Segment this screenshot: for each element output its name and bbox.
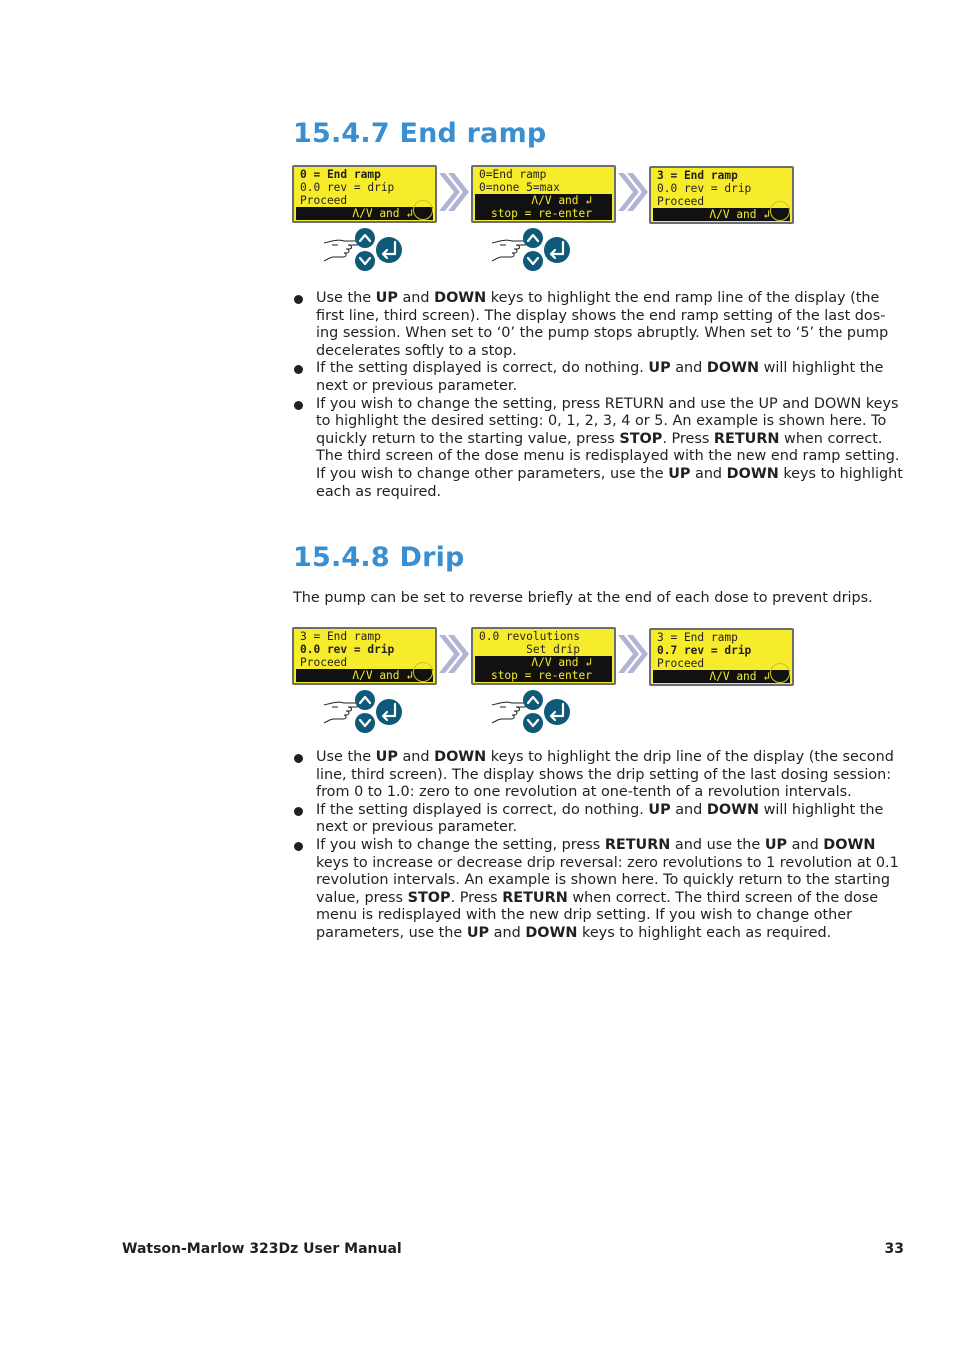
end-ramp-instructions	[293, 290, 905, 501]
key-name: UP	[648, 801, 671, 818]
bullet-item	[293, 360, 905, 395]
footer-manual-title: Watson-Marlow 323Dz User Manual	[122, 1241, 402, 1257]
bullet-dot-icon	[294, 295, 303, 304]
keypad-diagram	[322, 689, 412, 737]
key-name: UP	[648, 360, 671, 377]
keypad-diagram	[322, 227, 412, 275]
key-name: RETURN	[604, 836, 671, 853]
pointing-hand-icon	[324, 240, 358, 261]
return-icon	[376, 699, 402, 725]
key-name: DOWN	[823, 836, 876, 853]
lcd-line: 0=none 5=max	[479, 181, 560, 194]
cursor-circle-icon	[770, 201, 790, 221]
bullet-text: keys to highlight each as required.	[316, 465, 903, 500]
bullet-text: and	[670, 801, 707, 818]
pointing-hand-icon	[492, 702, 526, 723]
bullet-text: If you wish to change the setting, press RETURN and use the UP and DOWN keys to highlight the desired setting: 0, 1, 2, 3, 4 or 5. An example is shown here. To quickly return to the starting value, press	[316, 395, 899, 447]
lcd-line: 0.0 revolutions	[479, 630, 581, 643]
double-arrow-icon	[618, 170, 648, 214]
key-name: DOWN	[434, 749, 487, 765]
lcd-line: stop = re-enter	[475, 207, 612, 220]
bullet-text: and	[397, 290, 435, 306]
bullet-text: . Press	[450, 889, 503, 906]
key-name: DOWN	[434, 290, 487, 306]
key-name: DOWN	[706, 360, 759, 377]
key-name: DOWN	[525, 924, 578, 941]
bullet-text: If the setting displayed is correct, do nothing.	[316, 360, 649, 377]
key-name: UP	[375, 749, 398, 765]
return-icon	[544, 237, 570, 263]
chevron-down-icon	[523, 251, 543, 271]
lcd-line: 0=End ramp	[479, 168, 547, 181]
bullet-text: and	[670, 360, 707, 377]
key-name: DOWN	[726, 465, 779, 482]
key-name: DOWN	[706, 801, 759, 818]
drip-instructions	[293, 749, 905, 943]
section-heading-end-ramp: 15.4.7 End ramp	[293, 118, 547, 149]
bullet-text: keys to highlight the end ramp line of the display (the first line, third screen). The display shows the end ramp setting of the last dos-ing session. When set to ‘0’ the pump stops abruptly. When set to ‘5’ the pump decelerates softly to a stop.	[316, 290, 889, 359]
lcd-line: Set drip	[479, 643, 581, 656]
bullet-dot-icon	[294, 401, 303, 410]
lcd-line: Λ/V and ↲	[653, 208, 790, 221]
drip-display-sequence	[292, 627, 812, 742]
lcd-line: Λ/V and ↲	[653, 670, 790, 683]
lcd-line: Λ/V and ↲	[475, 656, 612, 669]
chevron-up-icon	[355, 690, 375, 710]
key-name: UP	[375, 290, 398, 306]
lcd-screen-3	[649, 166, 794, 224]
bullet-text: keys to highlight each as required.	[577, 924, 832, 941]
lcd-line: 0.0 rev = drip	[300, 181, 395, 194]
lcd-line: Proceed	[657, 195, 705, 208]
bullet-item	[293, 802, 905, 837]
lcd-screen-2	[471, 165, 616, 223]
return-icon	[376, 237, 402, 263]
lcd-screen-1	[292, 165, 437, 223]
bullet-text: and	[489, 924, 526, 941]
chevron-down-icon	[523, 713, 543, 733]
bullet-text: Use the	[316, 290, 376, 306]
lcd-line: Λ/V and ↲	[296, 669, 433, 682]
key-name: UP	[764, 836, 788, 853]
lcd-screen-1	[292, 627, 437, 685]
bullet-item	[293, 837, 905, 943]
bullet-item	[293, 749, 905, 802]
bullet-text: keys to increase or decrease drip reversal: zero revolutions to 1 revolution at 0.1 revolution intervals. An example is shown here. To quickly return to the starting value, press	[316, 854, 899, 906]
lcd-line: Proceed	[300, 656, 348, 669]
key-name: STOP	[407, 889, 451, 906]
lcd-line: Λ/V and ↲	[296, 207, 433, 220]
lcd-line: 0.0 rev = drip	[657, 182, 752, 195]
bullet-dot-icon	[294, 842, 303, 851]
lcd-line: stop = re-enter	[475, 669, 612, 682]
bullet-text: If the setting displayed is correct, do nothing.	[316, 801, 649, 818]
lcd-screen-3	[649, 628, 794, 686]
chevron-up-icon	[523, 228, 543, 248]
lcd-line: Λ/V and ↲	[475, 194, 612, 207]
bullet-text: when correct. The third screen of the dose menu is redisplayed with the new end ramp setting. If you wish to change other parameters, use the	[316, 430, 900, 482]
keypad-diagram	[490, 227, 580, 275]
bullet-dot-icon	[294, 365, 303, 374]
drip-intro-paragraph: The pump can be set to reverse briefly at the end of each dose to prevent drips.	[293, 590, 873, 606]
double-arrow-icon	[618, 632, 648, 676]
chevron-down-icon	[355, 713, 375, 733]
chevron-up-icon	[355, 228, 375, 248]
bullet-text: keys to highlight the drip line of the display (the second line, third screen). The display shows the drip setting of the last dosing session: from 0 to 1.0: zero to one revolution at one-tenth of a revolution intervals.	[316, 749, 894, 801]
bullet-list	[293, 290, 905, 501]
keypad-diagram	[490, 689, 580, 737]
bullet-dot-icon	[294, 754, 303, 763]
bullet-text: and	[397, 749, 435, 765]
pointing-hand-icon	[492, 240, 526, 261]
key-name: UP	[466, 924, 490, 941]
bullet-text: and	[787, 836, 824, 853]
bullet-text: . Press	[662, 430, 714, 447]
lcd-line: Proceed	[300, 194, 348, 207]
double-arrow-icon	[439, 632, 469, 676]
bullet-item	[293, 290, 905, 360]
bullet-list	[293, 749, 905, 943]
bullet-text: when correct. The third screen of the dose menu is redisplayed with the new drip setting. If you wish to change other parameters, use the	[316, 889, 879, 941]
lcd-line: 3 = End ramp	[657, 631, 738, 644]
bullet-item	[293, 396, 905, 502]
chevron-up-icon	[523, 690, 543, 710]
bullet-text: If you wish to change the setting, press	[316, 836, 605, 853]
cursor-circle-icon	[413, 200, 433, 220]
end-ramp-display-sequence	[292, 165, 812, 280]
bullet-text: will highlight the next or previous parameter.	[316, 801, 884, 836]
double-arrow-icon	[439, 170, 469, 214]
lcd-line: Proceed	[657, 657, 705, 670]
lcd-line: 3 = End ramp	[657, 169, 738, 182]
return-icon	[544, 699, 570, 725]
bullet-text: Use the	[316, 749, 376, 765]
lcd-screen-2	[471, 627, 616, 685]
bullet-dot-icon	[294, 807, 303, 816]
key-name: RETURN	[713, 430, 780, 447]
bullet-text: and	[690, 465, 727, 482]
pointing-hand-icon	[324, 702, 358, 723]
lcd-line: 0 = End ramp	[300, 168, 381, 181]
key-name: RETURN	[502, 889, 568, 906]
lcd-line: 0.7 rev = drip	[657, 644, 752, 657]
key-name: STOP	[619, 430, 663, 447]
key-name: UP	[668, 465, 691, 482]
chevron-down-icon	[355, 251, 375, 271]
footer-page-number: 33	[884, 1241, 904, 1257]
bullet-text: and use the	[670, 836, 765, 853]
bullet-text: will highlight the next or previous parameter.	[316, 360, 884, 394]
section-heading-drip: 15.4.8 Drip	[293, 542, 465, 573]
lcd-line: 0.0 rev = drip	[300, 643, 395, 656]
cursor-circle-icon	[770, 663, 790, 683]
cursor-circle-icon	[413, 662, 433, 682]
lcd-line: 3 = End ramp	[300, 630, 381, 643]
